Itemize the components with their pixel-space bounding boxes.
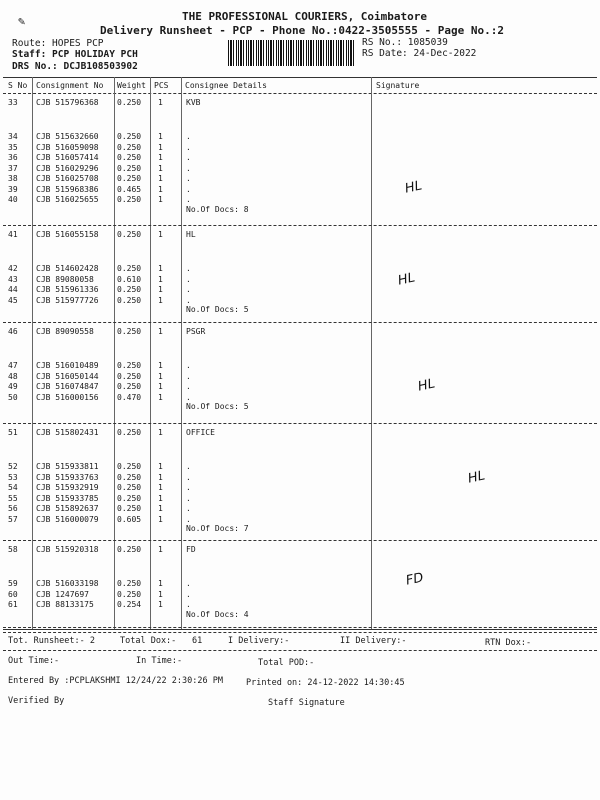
row-consignee: . (186, 274, 191, 284)
row-consignee: . (186, 579, 191, 588)
handwritten-signature: FD (404, 570, 425, 589)
row-pcs: 1 (158, 174, 163, 183)
out-time: Out Time:- (8, 656, 60, 666)
row-weight: 0.250 (117, 361, 142, 370)
route-label: Route: HOPES PCP (12, 38, 104, 49)
row-weight: 0.250 (117, 285, 142, 294)
row-weight: 0.250 (117, 483, 142, 492)
row-sno: 44 (8, 285, 18, 294)
row-sno: 38 (8, 174, 18, 183)
row-pcs: 1 (158, 264, 163, 273)
row-weight: 0.250 (117, 295, 142, 305)
row-consignment: CJB 516025708 (36, 174, 99, 183)
col-header-signature: Signature (376, 81, 420, 90)
row-pcs: 1 (158, 462, 163, 471)
row-consignee: . (186, 163, 191, 173)
barcode (228, 40, 354, 66)
row-consignment: CJB 515961336 (36, 285, 99, 294)
group-divider (3, 540, 597, 541)
row-consignment: CJB 516074847 (36, 382, 99, 391)
row-pcs: 1 (158, 382, 163, 391)
col-divider (32, 77, 33, 629)
row-weight: 0.250 (117, 98, 142, 107)
group-divider (3, 322, 597, 323)
row-sno: 35 (8, 142, 18, 152)
col-divider (150, 77, 151, 629)
row-sno: 57 (8, 514, 18, 524)
row-consignment: CJB 89090558 (36, 327, 94, 336)
row-consignment: CJB 88133175 (36, 600, 94, 609)
row-consignee: KVB (186, 98, 201, 107)
row-pcs: 1 (158, 600, 163, 609)
rtn-dox: RTN Dox:- (485, 638, 532, 648)
handwritten-signature: HL (416, 376, 437, 395)
row-pcs: 1 (158, 579, 163, 588)
row-sno: 56 (8, 504, 18, 513)
row-sno: 54 (8, 483, 18, 492)
row-consignment: CJB 515977726 (36, 295, 99, 305)
row-sno: 58 (8, 545, 18, 554)
rs-date: RS Date: 24-Dec-2022 (362, 48, 477, 59)
row-pcs: 1 (158, 392, 163, 402)
row-sno: 41 (8, 230, 18, 239)
row-consignee: . (186, 132, 191, 141)
row-weight: 0.250 (117, 264, 142, 273)
row-consignment: CJB 516057414 (36, 153, 99, 162)
row-weight: 0.250 (117, 327, 142, 336)
row-weight: 0.250 (117, 382, 142, 391)
row-consignee: . (186, 392, 191, 402)
row-consignee: . (186, 483, 191, 492)
row-consignment: CJB 515968386 (36, 184, 99, 194)
footer-divider (3, 650, 597, 651)
row-consignee: . (186, 195, 191, 204)
i-delivery: I Delivery:- (228, 636, 290, 646)
row-consignee: . (186, 600, 191, 609)
col-divider (371, 77, 372, 629)
row-sno: 46 (8, 327, 18, 336)
col-header-pcs: PCS (154, 81, 169, 90)
entered-by: Entered By :PCPLAKSHMI 12/24/22 2:30:26 PM (8, 676, 223, 686)
row-consignee: . (186, 285, 191, 294)
doc-count: No.Of Docs: 8 (186, 204, 249, 214)
col-divider (114, 77, 115, 629)
total-dox-label: Total Dox:- (120, 636, 177, 646)
staff-label: Staff: PCP HOLIDAY PCH (12, 49, 138, 60)
row-consignee: . (186, 295, 191, 305)
row-weight: 0.250 (117, 504, 142, 513)
row-consignment: CJB 516029296 (36, 163, 99, 173)
in-time: In Time:- (136, 656, 183, 666)
row-consignment: CJB 516010489 (36, 361, 99, 370)
row-sno: 47 (8, 361, 18, 370)
row-consignee: . (186, 184, 191, 194)
drs-number: DRS No.: DCJB108503902 (12, 61, 138, 72)
row-pcs: 1 (158, 472, 163, 482)
row-sno: 61 (8, 600, 18, 609)
verified-by: Verified By (8, 696, 65, 706)
footer-divider (3, 632, 597, 633)
row-sno: 45 (8, 295, 18, 305)
row-sno: 37 (8, 163, 18, 173)
row-pcs: 1 (158, 153, 163, 162)
printed-on: Printed on: 24-12-2022 14:30:45 (246, 678, 405, 688)
row-consignee: . (186, 514, 191, 524)
row-pcs: 1 (158, 428, 163, 437)
row-sno: 43 (8, 274, 18, 284)
row-consignee: HL (186, 230, 196, 239)
row-sno: 36 (8, 153, 18, 162)
row-sno: 51 (8, 428, 18, 437)
row-consignment: CJB 516055158 (36, 230, 99, 239)
row-pcs: 1 (158, 327, 163, 336)
row-consignment: CJB 516050144 (36, 371, 99, 381)
row-consignment: CJB 515932919 (36, 483, 99, 492)
row-sno: 40 (8, 195, 18, 204)
row-sno: 34 (8, 132, 18, 141)
row-pcs: 1 (158, 98, 163, 107)
runsheet-subtitle: Delivery Runsheet - PCP - Phone No.:0422-3505555 - Page No.:2 (100, 24, 504, 37)
ii-delivery: II Delivery:- (340, 636, 407, 646)
row-pcs: 1 (158, 274, 163, 284)
group-divider (3, 627, 597, 628)
row-consignment: CJB 515632660 (36, 132, 99, 141)
row-pcs: 1 (158, 371, 163, 381)
row-consignment: CJB 515933785 (36, 493, 99, 503)
staff-signature: Staff Signature (268, 698, 345, 708)
row-pcs: 1 (158, 132, 163, 141)
row-consignment: CJB 516033198 (36, 579, 99, 588)
col-divider (181, 77, 182, 629)
row-consignment: CJB 515892637 (36, 504, 99, 513)
row-weight: 0.250 (117, 472, 142, 482)
row-pcs: 1 (158, 195, 163, 204)
row-consignment: CJB 516025655 (36, 195, 99, 204)
row-pcs: 1 (158, 504, 163, 513)
row-consignee: . (186, 361, 191, 370)
row-consignee: . (186, 174, 191, 183)
doc-count: No.Of Docs: 5 (186, 402, 249, 411)
row-sno: 49 (8, 382, 18, 391)
row-weight: 0.605 (117, 514, 142, 524)
row-consignment: CJB 516000079 (36, 514, 99, 524)
col-header-sno: S No (8, 81, 28, 90)
row-consignee: FD (186, 545, 196, 554)
row-consignment: CJB 515920318 (36, 545, 99, 554)
doc-count: No.Of Docs: 7 (186, 524, 249, 533)
table-top-border (3, 77, 597, 78)
row-sno: 50 (8, 392, 18, 402)
row-consignment: CJB 1247697 (36, 589, 89, 599)
row-consignment: CJB 516059098 (36, 142, 99, 152)
row-weight: 0.254 (117, 600, 142, 609)
row-consignee: . (186, 371, 191, 381)
row-consignee: . (186, 589, 191, 599)
row-weight: 0.250 (117, 462, 142, 471)
row-consignee: . (186, 382, 191, 391)
row-weight: 0.610 (117, 274, 142, 284)
row-weight: 0.250 (117, 428, 142, 437)
row-consignee: . (186, 462, 191, 471)
total-dox-value: 61 (192, 636, 203, 646)
row-consignee: OFFICE (186, 428, 215, 437)
row-consignment: CJB 516000156 (36, 392, 99, 402)
handwritten-signature: HL (466, 468, 487, 487)
row-consignment: CJB 514602428 (36, 264, 99, 273)
row-consignment: CJB 515933811 (36, 462, 99, 471)
row-consignee: . (186, 142, 191, 152)
row-weight: 0.250 (117, 153, 142, 162)
row-weight: 0.250 (117, 230, 142, 239)
row-consignee: . (186, 472, 191, 482)
group-divider (3, 423, 597, 424)
row-weight: 0.250 (117, 371, 142, 381)
row-pcs: 1 (158, 230, 163, 239)
row-pcs: 1 (158, 142, 163, 152)
row-sno: 42 (8, 264, 18, 273)
row-consignee: . (186, 153, 191, 162)
col-header-weight: Weight (117, 81, 146, 90)
row-weight: 0.250 (117, 589, 142, 599)
row-pcs: 1 (158, 589, 163, 599)
row-pcs: 1 (158, 163, 163, 173)
row-weight: 0.250 (117, 195, 142, 204)
handwritten-signature: HL (403, 178, 424, 197)
row-pcs: 1 (158, 483, 163, 492)
row-weight: 0.250 (117, 163, 142, 173)
row-pcs: 1 (158, 493, 163, 503)
row-pcs: 1 (158, 514, 163, 524)
row-sno: 60 (8, 589, 18, 599)
total-pod: Total POD:- (258, 658, 315, 668)
row-pcs: 1 (158, 285, 163, 294)
row-consignment: CJB 89080058 (36, 274, 94, 284)
row-sno: 55 (8, 493, 18, 503)
row-consignee: . (186, 264, 191, 273)
handwritten-signature: HL (396, 270, 417, 289)
col-header-consignment: Consignment No (36, 81, 104, 90)
row-pcs: 1 (158, 295, 163, 305)
row-sno: 59 (8, 579, 18, 588)
rs-number: RS No.: 1085039 (362, 37, 448, 48)
row-weight: 0.470 (117, 392, 142, 402)
row-pcs: 1 (158, 184, 163, 194)
row-weight: 0.465 (117, 184, 142, 194)
row-sno: 39 (8, 184, 18, 194)
row-consignment: CJB 515796368 (36, 98, 99, 107)
row-weight: 0.250 (117, 545, 142, 554)
row-consignment: CJB 515933763 (36, 472, 99, 482)
total-runsheet: Tot. Runsheet:- 2 (8, 636, 95, 646)
company-title: THE PROFESSIONAL COURIERS, Coimbatore (182, 10, 428, 23)
row-consignee: . (186, 504, 191, 513)
row-pcs: 1 (158, 545, 163, 554)
row-consignee: . (186, 493, 191, 503)
row-sno: 48 (8, 371, 18, 381)
header-divider (3, 93, 597, 94)
col-header-consignee: Consignee Details (185, 81, 267, 90)
row-weight: 0.250 (117, 493, 142, 503)
doc-count: No.Of Docs: 4 (186, 609, 249, 619)
row-consignment: CJB 515802431 (36, 428, 99, 437)
group-divider (3, 225, 597, 226)
doc-count: No.Of Docs: 5 (186, 305, 249, 314)
row-weight: 0.250 (117, 174, 142, 183)
row-sno: 53 (8, 472, 18, 482)
row-sno: 33 (8, 98, 18, 107)
row-weight: 0.250 (117, 579, 142, 588)
row-consignee: PSGR (186, 327, 206, 336)
row-weight: 0.250 (117, 142, 142, 152)
row-pcs: 1 (158, 361, 163, 370)
row-weight: 0.250 (117, 132, 142, 141)
footer-divider (3, 629, 597, 630)
row-sno: 52 (8, 462, 18, 471)
logo-mark-icon: ✎ (18, 14, 26, 28)
